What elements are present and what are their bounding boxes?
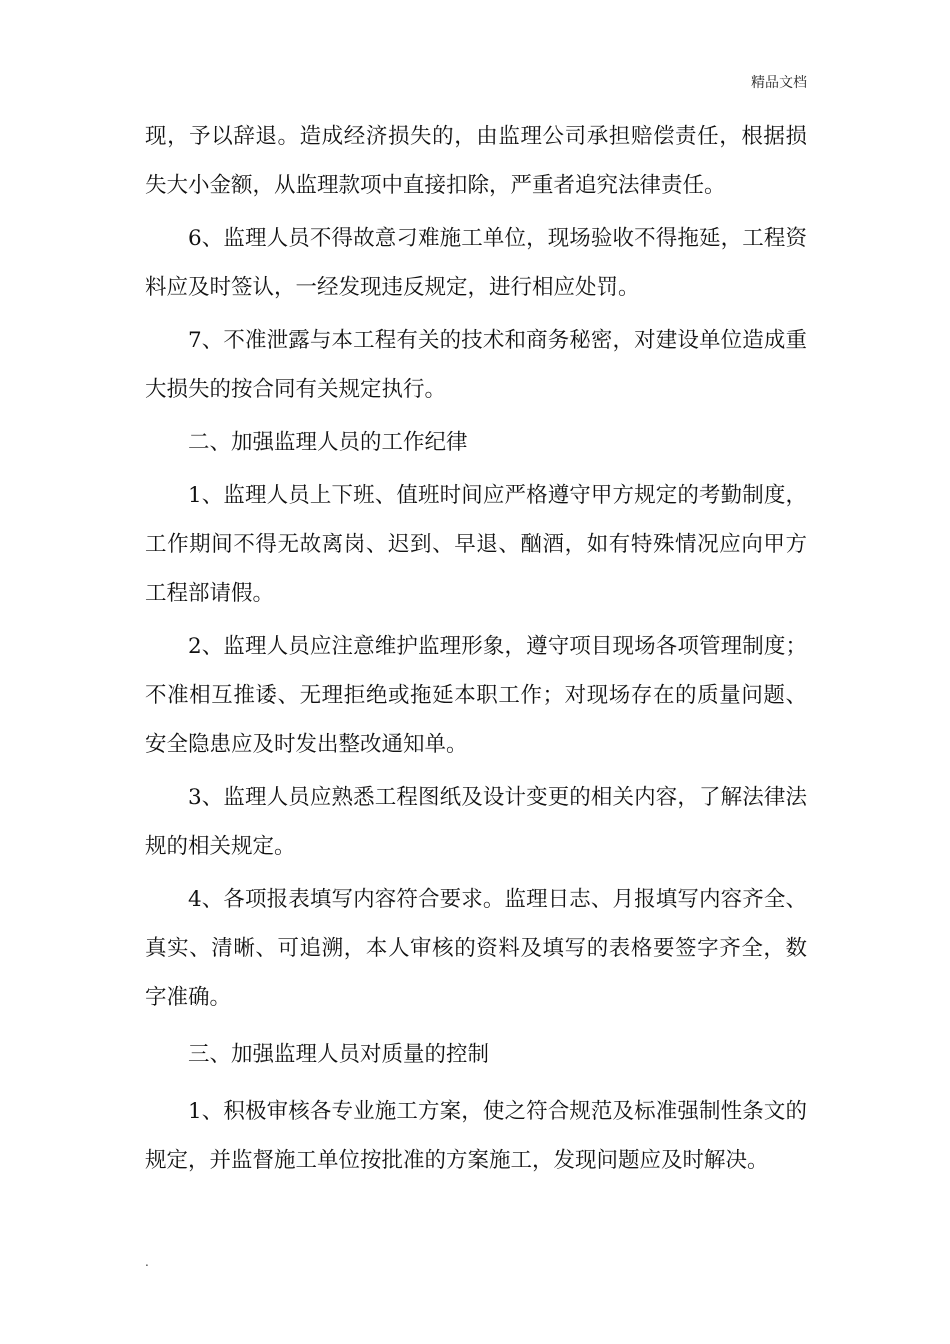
footer-mark: . bbox=[145, 1255, 149, 1269]
page-header-label: 精品文档 bbox=[751, 75, 807, 91]
paragraph-discipline-2: 2、监理人员应注意维护监理形象，遵守项目现场各项管理制度；不准相互推诿、无理拒绝或拖延本职工作；对现场存在的质量问题、安全隐患应及时发出整改通知单。 bbox=[145, 634, 807, 757]
paragraph-discipline-1: 1、监理人员上下班、值班时间应严格遵守甲方规定的考勤制度，工作期间不得无故离岗、迟到、早退、酗酒，如有特殊情况应向甲方工程部请假。 bbox=[145, 483, 807, 606]
paragraph-item-6: 6、监理人员不得故意刁难施工单位，现场验收不得拖延，工程资料应及时签认，一经发现违反规定，进行相应处罚。 bbox=[145, 226, 807, 300]
paragraph-quality-1: 1、积极审核各专业施工方案，使之符合规范及标准强制性条文的规定，并监督施工单位按批准的方案施工，发现问题应及时解决。 bbox=[145, 1099, 807, 1173]
paragraph-discipline-3: 3、监理人员应熟悉工程图纸及设计变更的相关内容，了解法律法规的相关规定。 bbox=[145, 785, 807, 859]
section-heading-3: 三、加强监理人员对质量的控制 bbox=[188, 1042, 490, 1067]
paragraph-continuation: 现，予以辞退。造成经济损失的，由监理公司承担赔偿责任，根据损失大小金额，从监理款项中直接扣除，严重者追究法律责任。 bbox=[145, 124, 807, 198]
paragraph-item-7: 7、不准泄露与本工程有关的技术和商务秘密，对建设单位造成重大损失的按合同有关规定执行。 bbox=[145, 328, 807, 402]
paragraph-discipline-4: 4、各项报表填写内容符合要求。监理日志、月报填写内容齐全、真实、清晰、可追溯，本人审核的资料及填写的表格要签字齐全，数字准确。 bbox=[145, 887, 807, 1010]
document-body bbox=[145, 112, 807, 1185]
section-heading-2: 二、加强监理人员的工作纪律 bbox=[188, 430, 468, 455]
